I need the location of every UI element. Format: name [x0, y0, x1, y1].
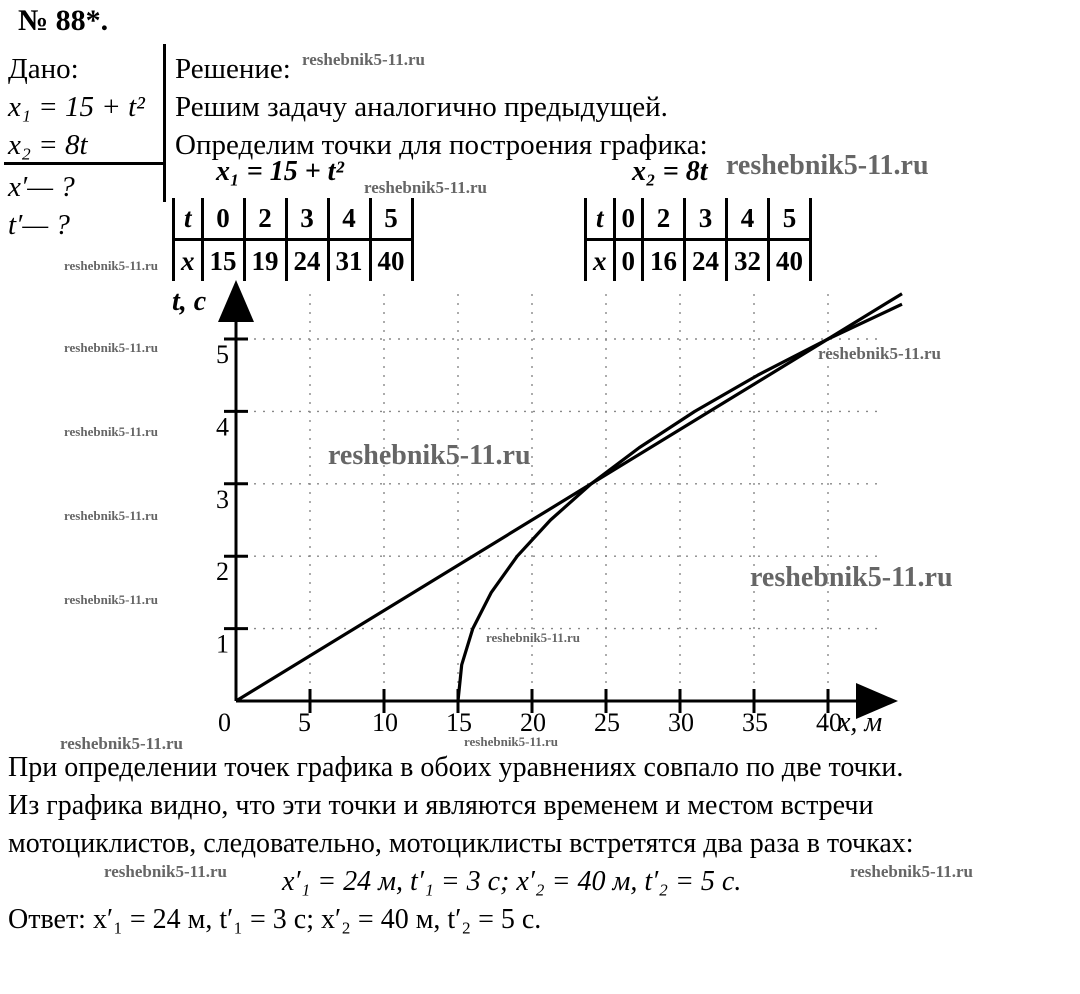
table1-t-header: t [174, 198, 203, 240]
table1-x-header: x [174, 240, 203, 282]
y-tick-label: 4 [216, 412, 229, 442]
table2-t-cell: 3 [685, 198, 727, 240]
solution-line-2: Определим точки для построения графика: [175, 129, 708, 161]
table2-t-header: t [586, 198, 615, 240]
unknown-t: t′— ? [8, 209, 70, 241]
x-axis-label: x, м [838, 707, 883, 738]
unknown-x: x′— ? [8, 171, 75, 203]
conclusion-line-2: Из графика видно, что эти точки и являются временем и местом встречи [8, 790, 874, 821]
x-tick-label: 25 [594, 708, 620, 737]
x-tick-label: 10 [372, 708, 398, 737]
table1-x-cell: 40 [370, 240, 412, 282]
x-tick-label: 30 [668, 708, 694, 737]
table1-t-cell: 0 [202, 198, 244, 240]
watermark: reshebnik5-11.ru [464, 734, 559, 749]
table1-x-cell: 19 [244, 240, 286, 282]
table1-x-cell: 31 [328, 240, 370, 282]
x-tick-label: 35 [742, 708, 768, 737]
watermark: reshebnik5-11.ru [328, 440, 531, 471]
table2-x-header: x [586, 240, 615, 282]
watermark: reshebnik5-11.ru [64, 592, 159, 607]
x-tick-label: 20 [520, 708, 546, 737]
table1-t-cell: 2 [244, 198, 286, 240]
conclusion-line-1: При определении точек графика в обоих уравнениях совпало по две точки. [8, 752, 904, 783]
given-title: Дано: [8, 53, 79, 85]
y-tick-label: 5 [216, 340, 229, 369]
solution-line-1: Решим задачу аналогично предыдущей. [175, 91, 668, 123]
watermark: reshebnik5-11.ru [818, 344, 941, 363]
watermark: reshebnik5-11.ru [486, 630, 581, 645]
y-tick-label: 2 [216, 557, 229, 587]
y-axis-label: t, с [172, 286, 207, 317]
table1-t-cell: 4 [328, 198, 370, 240]
given-divider-horizontal [4, 162, 166, 165]
table2-t-cell: 0 [614, 198, 643, 240]
table1-t-cell: 3 [286, 198, 328, 240]
y-tick-label: 3 [216, 484, 229, 514]
watermark: reshebnik5-11.ru [302, 50, 425, 69]
table1 [172, 198, 414, 281]
table2-x-cell: 24 [685, 240, 727, 282]
solution-block [175, 50, 708, 164]
given-line-1: x₁ = 15 + t² [8, 91, 145, 123]
table1-x-cell: 24 [286, 240, 328, 282]
table2-x-cell: 40 [769, 240, 811, 282]
watermark: reshebnik5-11.ru [64, 508, 159, 523]
watermark: reshebnik5-11.ru [364, 178, 487, 197]
x-tick-label: 40 [816, 708, 842, 737]
table2-x-cell: 32 [727, 240, 769, 282]
watermark: reshebnik5-11.ru [64, 340, 159, 355]
table2 [584, 198, 812, 281]
given-divider-vertical [163, 44, 166, 202]
given-block [8, 50, 166, 244]
watermark: reshebnik5-11.ru [64, 258, 159, 273]
x-tick-label: 15 [446, 708, 472, 737]
table2-t-cell: 2 [643, 198, 685, 240]
y-tick-label: 1 [216, 629, 229, 659]
given-line-2: x₂ = 8t [8, 129, 88, 161]
watermark: reshebnik5-11.ru [750, 562, 953, 593]
solution-title: Решение: [175, 53, 291, 85]
table2-x-cell: 0 [614, 240, 643, 282]
table1-x-cell: 15 [202, 240, 244, 282]
table1-label: x₁ = 15 + t² [216, 156, 344, 187]
watermark: reshebnik5-11.ru [850, 862, 973, 881]
conclusion-line-4: x′₁ = 24 м, t′₁ = 3 с; x′₂ = 40 м, t′₂ = 5 с. [282, 866, 742, 897]
x-tick-label: 0 [218, 708, 231, 737]
table2-t-cell: 5 [769, 198, 811, 240]
table2-x-cell: 16 [643, 240, 685, 282]
problem-number: № 88*. [18, 4, 109, 37]
watermark: reshebnik5-11.ru [60, 734, 183, 753]
table2-label: x₂ = 8t [632, 156, 708, 187]
table1-t-cell: 5 [370, 198, 412, 240]
table2-t-cell: 4 [727, 198, 769, 240]
answer-line: Ответ: x′₁ = 24 м, t′₁ = 3 с; x′₂ = 40 м, t′₂ = 5 с. [8, 904, 542, 935]
x-tick-label: 5 [298, 708, 311, 737]
watermark: reshebnik5-11.ru [726, 150, 929, 181]
conclusion-line-3: мотоциклистов, следовательно, мотоциклисты встретятся два раза в точках: [8, 828, 914, 859]
watermark: reshebnik5-11.ru [64, 424, 159, 439]
watermark: reshebnik5-11.ru [104, 862, 227, 881]
